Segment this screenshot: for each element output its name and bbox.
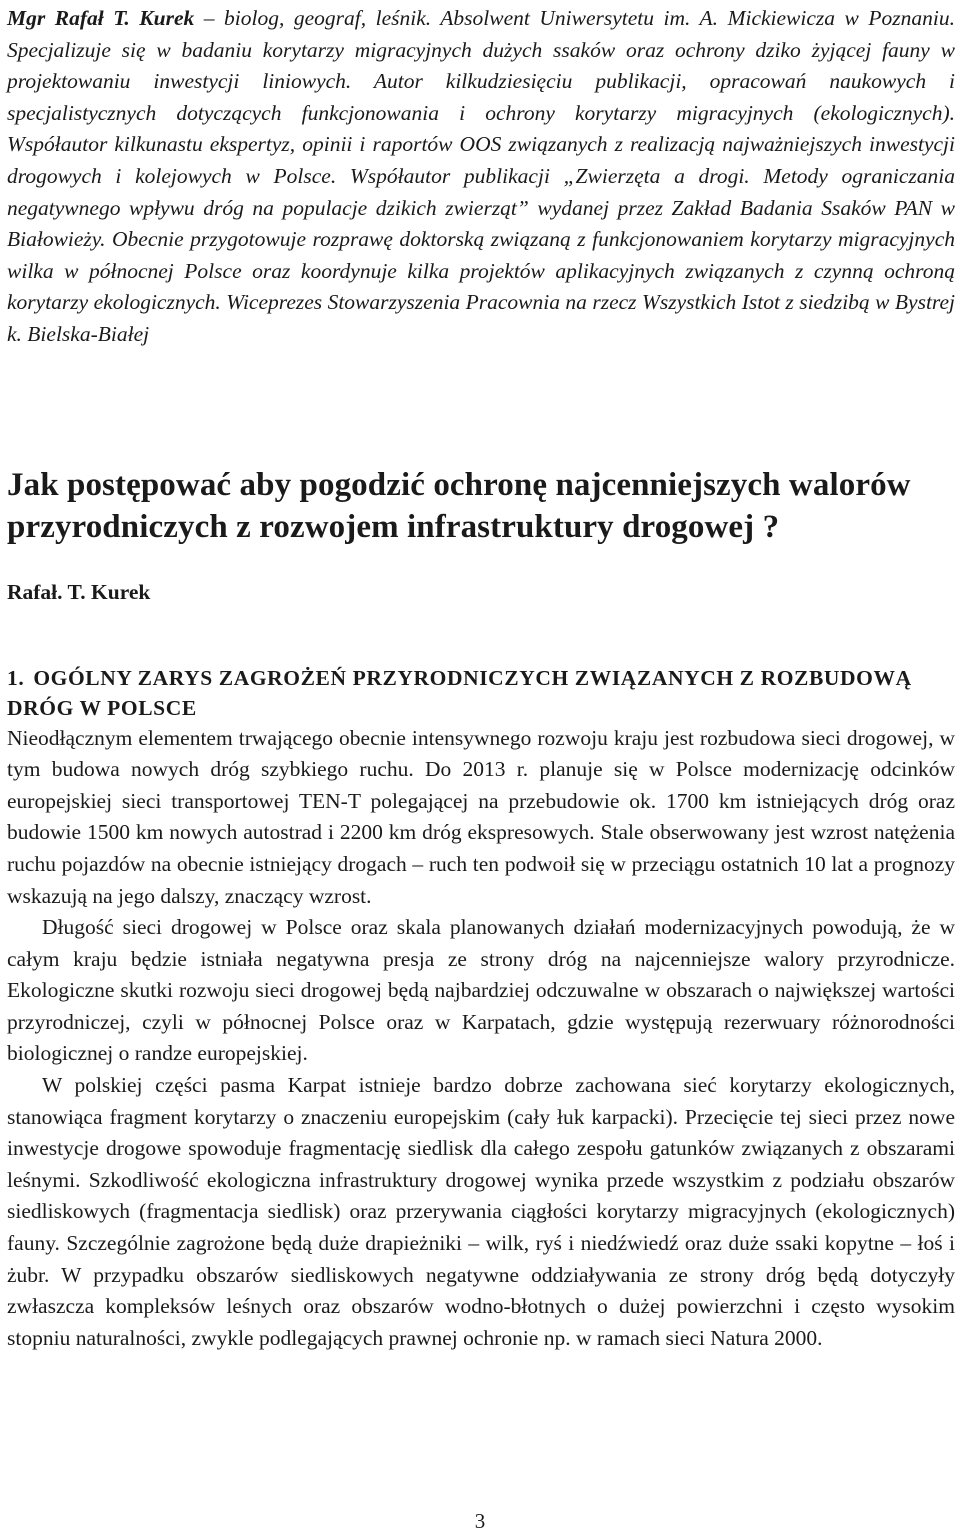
article-author: Rafał. T. Kurek [7,579,151,604]
document-page [7,0,955,1354]
body-paragraph: Długość sieci drogowej w Polsce oraz skala planowanych działań modernizacyjnych powodują, że w całym kraju będzie istniała negatywna presja ze strony dróg na najcenniejsze walory przyrodnicze. Ekologiczne skutki rozwoju sieci drogowej będą najbardziej odczuwalne w obszarach o największej wartości przyrodniczej, czyli w północnej Polsce oraz w Karpatach, gdzie występują rezerwuary różnorodności biologicznej o randze europejskiej. [7,915,955,1066]
section-heading-text: OGÓLNY ZARYS ZAGROŻEŃ PRZYRODNICZYCH ZWIĄZANYCH Z ROZBUDOWĄ DRÓG W POLSCE [7,665,912,720]
page-number: 3 [474,1509,486,1533]
section-number: 1. [7,665,25,690]
bio-author-name: Mgr Rafał T. Kurek [7,6,195,30]
article-title: Jak postępować aby pogodzić ochronę najcenniejszych walorów przyrodniczych z rozwojem infrastruktury drogowej ? [7,466,911,545]
author-bio [7,0,955,351]
body-paragraph: Nieodłącznym elementem trwającego obecnie intensywnego rozwoju kraju jest rozbudowa sieci drogowej, w tym budowa nowych dróg szybkiego ruchu. Do 2013 r. planuje się w Polsce modernizację odcinków europejskiej sieci transportowej TEN-T polegającej na przebudowie ok. 1700 km istniejących dróg oraz budowie 1500 km nowych autostrad i 2200 km dróg ekspresowych. Stale obserwowany jest wzrost natężenia ruchu pojazdów na obecnie istniejący drogach – ruch ten podwoił się w przeciągu ostatnich 10 lat a prognozy wskazują na jego dalszy, znaczący wzrost. [7,725,955,908]
section-heading [7,663,955,723]
bio-text: – biolog, geograf, leśnik. Absolwent Uniwersytetu im. A. Mickiewicza w Poznaniu. Specjalizuje się w badaniu korytarzy migracyjnych dużych ssaków oraz ochrony dziko żyjącej fauny w projektowaniu inwestycji liniowych. Autor kilkudziesięciu publikacji, opracowań naukowych i specjalistycznych dotyczących funkcjonowania i ochrony korytarzy migracyjnych (ekologicznych). Współautor kilkunastu ekspertyz, opinii i raportów OOS związanych z realizacją najważniejszych inwestycji drogowych i kolejowych w Polsce. Współautor publikacji „Zwierzęta a drogi. Metody ograniczania negatywnego wpływu dróg na populacje dzikich zwierząt” wydanej przez Zakład Badania Ssaków PAN w Białowieży. Obecnie przygotowuje rozprawę doktorską związaną z funkcjonowaniem korytarzy migracyjnych wilka w północnej Polsce oraz koordynuje kilka projektów aplikacyjnych związanych z czynną ochroną korytarzy ekologicznych. Wiceprezes Stowarzyszenia Pracownia na rzecz Wszystkich Istot z siedzibą w Bystrej k. Bielska-Białej [7,6,955,346]
section-body [7,723,955,1355]
body-paragraph: W polskiej części pasma Karpat istnieje bardzo dobrze zachowana sieć korytarzy ekologicznych, stanowiąca fragment korytarzy o znaczeniu europejskim (cały łuk karpacki). Przecięcie tej sieci przez nowe inwestycje drogowe spowoduje fragmentację siedlisk dla całego zespołu gatunków związanych z obszarami leśnymi. Szkodliwość ekologiczna infrastruktury drogowej wynika przede wszystkim z podziału obszarów siedliskowych (fragmentacja siedlisk) oraz przerywania ciągłości korytarzy migracyjnych (ekologicznych) fauny. Szczególnie zagrożone będą duże drapieżniki – wilk, ryś i niedźwiedź oraz duże ssaki kopytne – łoś i żubr. W przypadku obszarów siedliskowych negatywne oddziaływania ze strony dróg będą dotyczyły zwłaszcza kompleksów leśnych oraz obszarów wodno-błotnych o dużej powierzchni i często wysokim stopniu naturalności, zwykle podlegających prawnej ochronie np. w ramach sieci Natura 2000. [7,1073,955,1350]
